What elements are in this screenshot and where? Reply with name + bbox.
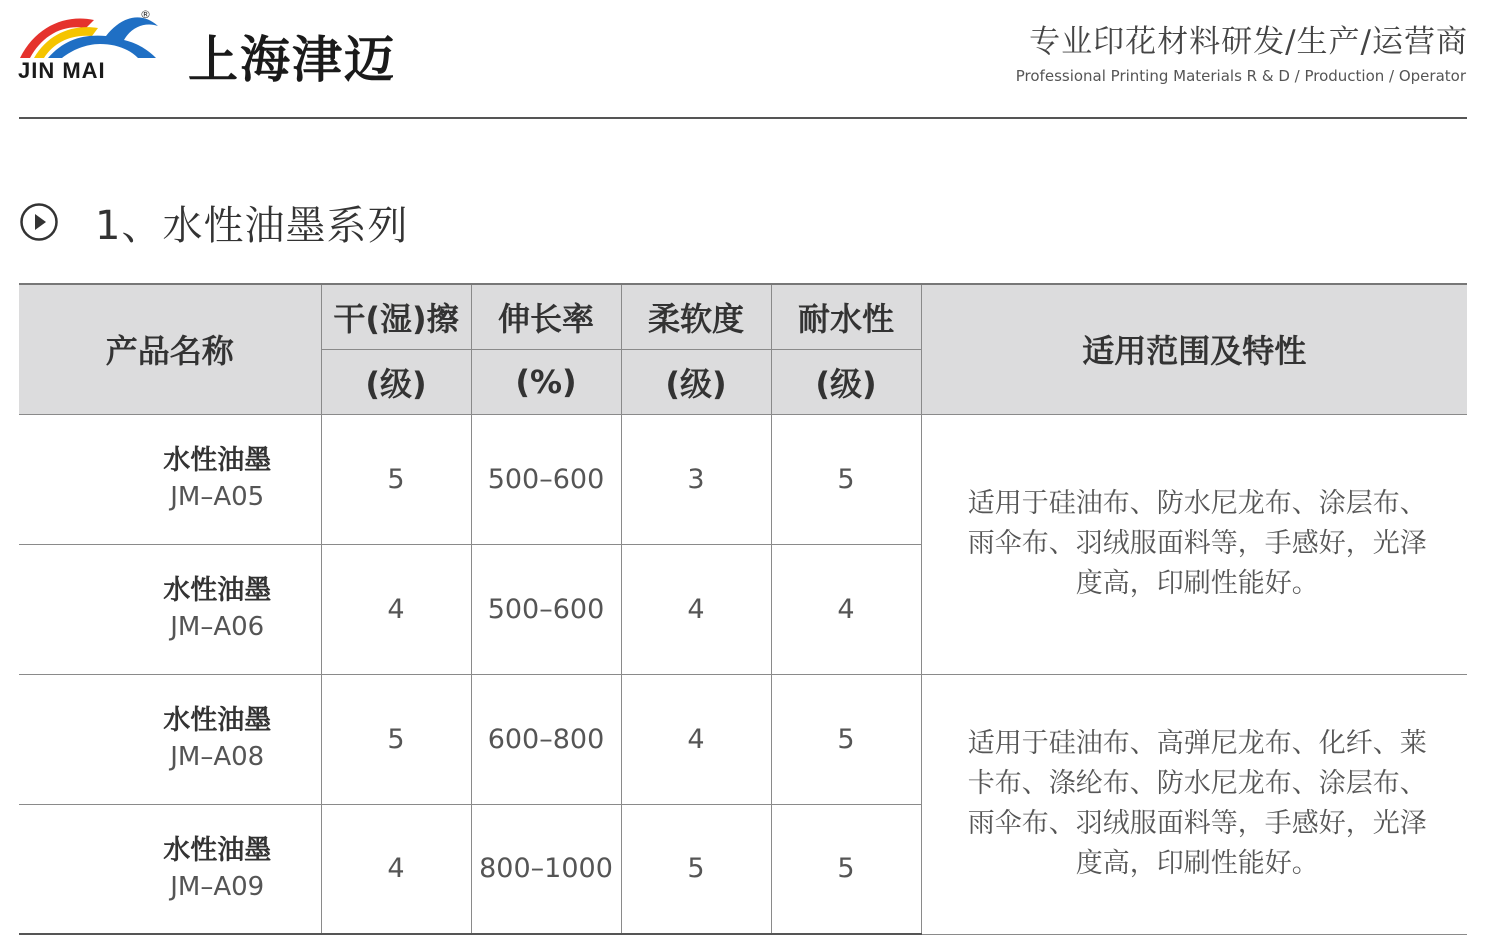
brand-name: 上海津迈 (188, 31, 396, 89)
product-code: JM–A05 (170, 482, 265, 512)
slogan-english: Professional Printing Materials R & D / Production / Operator (1015, 67, 1466, 85)
product-name: 水性油墨 (163, 575, 272, 606)
product-name-cell (19, 544, 321, 674)
product-name: 水性油墨 (163, 834, 272, 866)
water-value: 5 (771, 804, 921, 934)
header-elongation-unit: (%) (471, 349, 621, 414)
header-softness-unit: (级) (621, 349, 771, 414)
header-rub-fastness: 干(湿)擦 (321, 284, 471, 349)
logo-text: JIN MAI (18, 58, 106, 83)
page-header (0, 0, 1492, 120)
water-value: 5 (771, 414, 921, 544)
elongation-value: 500–600 (471, 544, 621, 674)
header-water-resistance: 耐水性 (771, 284, 921, 349)
header-divider (19, 117, 1467, 119)
product-code: JM–A08 (170, 742, 265, 772)
softness-value: 4 (621, 544, 771, 674)
product-spec-table (19, 283, 1467, 935)
scope-description: 适用于硅油布、高弹尼龙布、化纤、莱卡布、涤纶布、防水尼龙布、涂层布、雨伞布、羽绒服面料等，手感好，光泽度高，印刷性能好。 (921, 674, 1467, 934)
header-product-name: 产品名称 (19, 284, 321, 414)
water-value: 5 (771, 674, 921, 804)
product-name-cell (19, 414, 321, 544)
softness-value: 3 (621, 414, 771, 544)
rub-value: 4 (321, 544, 471, 674)
header-water-unit: (级) (771, 349, 921, 414)
play-circle-icon (19, 202, 59, 242)
header-rub-unit: (级) (321, 349, 471, 414)
section-title: 1、水性油墨系列 (95, 202, 409, 249)
table-header-row (19, 284, 1467, 349)
header-scope: 适用范围及特性 (921, 284, 1467, 414)
elongation-value: 800–1000 (471, 804, 621, 934)
table-row (19, 414, 1467, 544)
softness-value: 4 (621, 674, 771, 804)
product-code: JM–A06 (170, 612, 265, 642)
softness-value: 5 (621, 804, 771, 934)
header-softness: 柔软度 (621, 284, 771, 349)
rub-value: 5 (321, 674, 471, 804)
rub-value: 5 (321, 414, 471, 544)
elongation-value: 500–600 (471, 414, 621, 544)
header-elongation: 伸长率 (471, 284, 621, 349)
elongation-value: 600–800 (471, 674, 621, 804)
table-row (19, 674, 1467, 804)
product-name-cell (19, 674, 321, 804)
slogan-chinese: 专业印花材料研发/生产/运营商 (1029, 24, 1468, 60)
scope-description: 适用于硅油布、防水尼龙布、涂层布、雨伞布、羽绒服面料等，手感好，光泽度高，印刷性能好。 (921, 414, 1467, 674)
product-name: 水性油墨 (163, 445, 272, 476)
rub-value: 4 (321, 804, 471, 934)
product-name-cell (19, 804, 321, 934)
product-code: JM–A09 (170, 871, 265, 902)
water-value: 4 (771, 544, 921, 674)
section-heading (19, 196, 408, 248)
product-name: 水性油墨 (163, 705, 272, 736)
registered-mark: ® (140, 8, 151, 21)
